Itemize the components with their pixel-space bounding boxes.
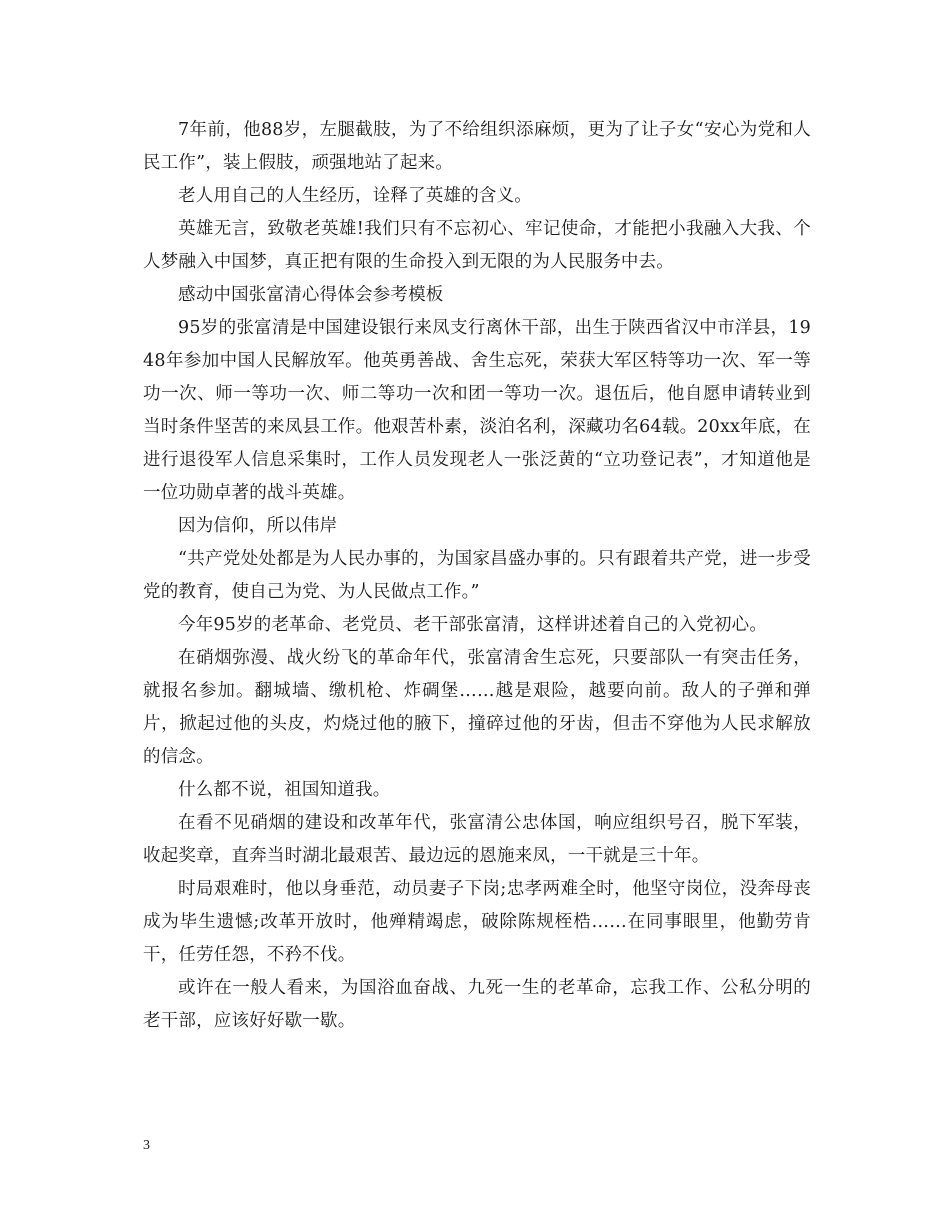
paragraph: 什么都不说，祖国知道我。: [178, 780, 391, 800]
paragraph: 老人用自己的人生经历，诠释了英雄的含义。: [178, 186, 532, 206]
section-heading: 感动中国张富清心得体会参考模板: [178, 285, 444, 305]
page-number: 3: [143, 1138, 150, 1153]
paragraph: 在看不见硝烟的建设和改革年代，张富清公忠体国，响应组织号召，脱下军装，收起奖章，直奔当时湖北最艰苦、最边远的恩施来凤，一干就是三十年。: [143, 813, 811, 866]
paragraph: 或许在一般人看来，为国浴血奋战、九死一生的老革命，忘我工作、公私分明的老干部，应该好好歇一歇。: [143, 978, 811, 1031]
paragraph: 在硝烟弥漫、战火纷飞的革命年代，张富清舍生忘死，只要部队一有突击任务，就报名参加。翻城墙、缴机枪、炸碉堡……越是艰险，越要向前。敌人的子弹和弹片，掀起过他的头皮，灼烧过他的腋下，撞碎过他的牙齿，但击不穿他为人民求解放的信念。: [143, 648, 811, 767]
paragraph: 今年95岁的老革命、老党员、老干部张富清，这样讲述着自己的入党初心。: [178, 615, 768, 635]
quote-paragraph: “共产党处处都是为人民办事的，为国家昌盛办事的。只有跟着共产党，进一步受党的教育，使自己为党、为人民做点工作。”: [143, 549, 811, 602]
subheading: 因为信仰，所以伟岸: [178, 516, 338, 536]
paragraph: 95岁的张富清是中国建设银行来凤支行离休干部，出生于陕西省汉中市洋县，1948年参加中国人民解放军。他英勇善战、舍生忘死，荣获大军区特等功一次、军一等功一次、师一等功一次、师二等功一次和团一等功一次。退伍后，他自愿申请转业到当时条件坚苦的来凤县工作。他艰苦朴素，淡泊名利，深藏功名64载。20xx年底，在进行退役军人信息采集时，工作人员发现老人一张泛黄的“立功登记表”，才知道他是一位功勋卓著的战斗英雄。: [143, 318, 811, 503]
paragraph: 英雄无言，致敬老英雄!我们只有不忘初心、牢记使命，才能把小我融入大我、个人梦融入中国梦，真正把有限的生命投入到无限的为人民服务中去。: [143, 219, 811, 272]
document-body: [143, 114, 811, 1038]
paragraph: 7年前，他88岁，左腿截肢，为了不给组织添麻烦，更为了让子女“安心为党和人民工作”，装上假肢，顽强地站了起来。: [143, 120, 811, 173]
paragraph: 时局艰难时，他以身垂范，动员妻子下岗;忠孝两难全时，他坚守岗位，没奔母丧成为毕生遗憾;改革开放时，他殚精竭虑，破除陈规桎梏……在同事眼里，他勤劳肯干，任劳任怨，不矜不伐。: [143, 879, 811, 965]
